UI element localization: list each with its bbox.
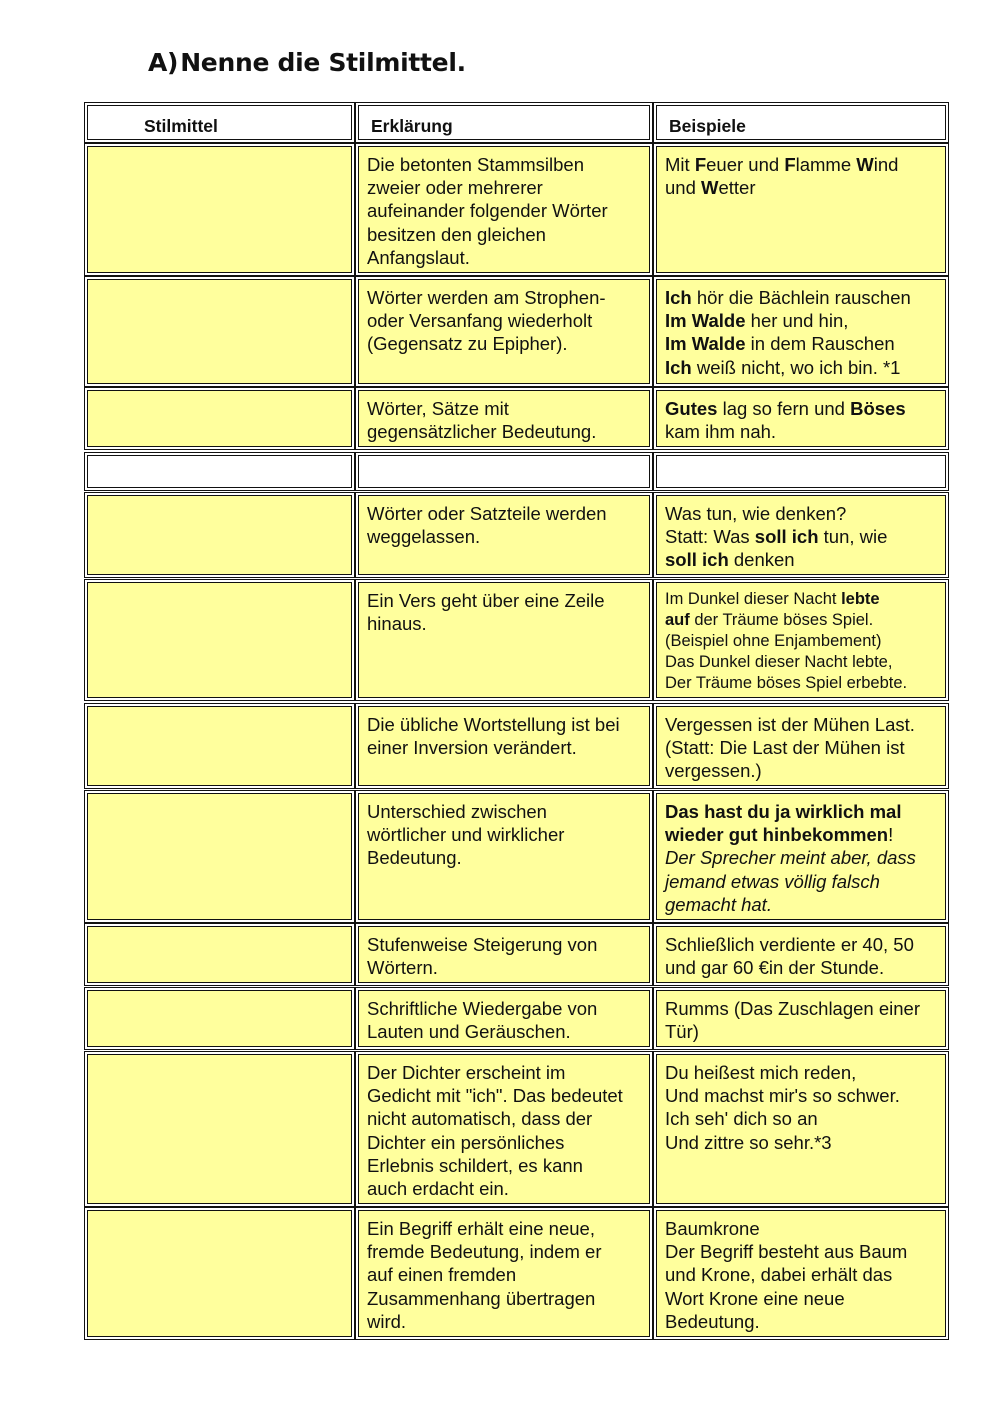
example-text: her und hin, xyxy=(745,310,849,332)
explanation-line: Schriftliche Wiedergabe von xyxy=(367,998,598,1019)
explanation-line: weggelassen. xyxy=(367,526,481,548)
example-cell xyxy=(656,926,946,983)
example-line xyxy=(665,933,938,956)
example-text: und xyxy=(665,177,702,199)
example-line xyxy=(665,652,938,673)
explanation-line: Gedicht mit "ich". Das bedeutet xyxy=(367,1085,623,1107)
example-text: der Träume böses Spiel. xyxy=(689,610,874,629)
example-line xyxy=(665,420,938,443)
explanation-line: Wörtern. xyxy=(367,957,438,979)
explanation-cell xyxy=(358,146,650,273)
example-line xyxy=(665,713,938,736)
explanation-cell xyxy=(358,279,650,384)
example-text: Wort Krone eine neue xyxy=(665,1287,845,1309)
explanation-line: fremde Bedeutung, indem er xyxy=(367,1241,602,1263)
example-line xyxy=(665,286,938,309)
explanation-cell xyxy=(358,1210,650,1337)
example-text: und gar 60 €in der Stunde. xyxy=(665,957,885,979)
example-line xyxy=(665,153,938,176)
example-cell xyxy=(656,495,946,575)
explanation-cell xyxy=(358,455,650,488)
example-line xyxy=(665,356,938,379)
example-line xyxy=(665,610,938,631)
example-line xyxy=(665,1107,938,1130)
stilmittel-answer-cell[interactable] xyxy=(87,495,352,575)
task-text: Nenne die Stilmittel. xyxy=(180,48,466,77)
stilmittel-answer-cell[interactable] xyxy=(87,455,352,488)
example-text: denken xyxy=(728,549,795,571)
explanation-line: gegensätzlicher Bedeutung. xyxy=(367,421,597,443)
example-text: Im Walde xyxy=(665,310,746,332)
example-line xyxy=(665,800,938,823)
example-text: Das Dunkel dieser Nacht lebte, xyxy=(665,652,893,671)
explanation-line: besitzen den gleichen xyxy=(367,223,546,245)
example-text: in dem Rauschen xyxy=(745,333,895,355)
example-text: lamme xyxy=(795,154,857,175)
explanation-line: Lauten und Geräuschen. xyxy=(367,1021,571,1043)
example-text: soll ich xyxy=(754,526,819,548)
example-line xyxy=(665,673,938,694)
explanation-line: Unterschied zwischen xyxy=(367,801,547,822)
example-cell xyxy=(656,793,946,920)
example-line xyxy=(665,1287,938,1310)
example-text: wieder gut hinbekommen xyxy=(665,824,889,846)
header-beispiele: Beispiele xyxy=(656,105,946,140)
explanation-line: auf einen fremden xyxy=(367,1264,517,1286)
example-line xyxy=(665,1084,938,1107)
explanation-line: oder Versanfang wiederholt xyxy=(367,310,593,332)
stilmittel-answer-cell[interactable] xyxy=(87,990,352,1047)
explanation-cell xyxy=(358,495,650,575)
explanation-line: Die übliche Wortstellung ist bei xyxy=(367,714,620,735)
explanation-line: Stufenweise Steigerung von xyxy=(367,934,598,955)
example-text: vergessen.) xyxy=(665,760,762,782)
example-line xyxy=(665,1061,938,1084)
example-text: Rumms (Das Zuschlagen einer xyxy=(665,998,920,1019)
example-text: Und zittre so sehr.*3 xyxy=(665,1131,832,1153)
example-text: Was tun, wie denken? xyxy=(665,503,847,524)
example-text: Der Sprecher meint aber, dass xyxy=(665,847,916,869)
explanation-line: Dichter ein persönliches xyxy=(367,1131,565,1153)
example-line xyxy=(665,332,938,355)
example-cell xyxy=(656,455,946,488)
example-cell xyxy=(656,1210,946,1337)
explanation-cell xyxy=(358,390,650,447)
example-text: gemacht hat. xyxy=(665,893,772,915)
explanation-cell xyxy=(358,926,650,983)
example-text: (Statt: Die Last der Mühen ist xyxy=(665,737,905,759)
example-line xyxy=(665,1263,938,1286)
example-text: Mit xyxy=(665,154,695,175)
example-cell xyxy=(656,146,946,273)
example-text: (Beispiel ohne Enjambement) xyxy=(665,631,882,650)
explanation-line: aufeinander folgender Wörter xyxy=(367,200,608,222)
stilmittel-answer-cell[interactable] xyxy=(87,793,352,920)
example-text: auf xyxy=(665,610,690,629)
explanation-line: Die betonten Stammsilben xyxy=(367,154,584,175)
example-cell xyxy=(656,390,946,447)
stilmittel-answer-cell[interactable] xyxy=(87,706,352,786)
example-line xyxy=(665,176,938,199)
example-line xyxy=(665,1217,938,1240)
explanation-line: Anfangslaut. xyxy=(367,246,470,268)
example-cell xyxy=(656,279,946,384)
example-text: soll ich xyxy=(665,549,729,571)
example-text: Du heißest mich reden, xyxy=(665,1062,857,1083)
example-text: Tür) xyxy=(665,1021,699,1043)
example-text: lebte xyxy=(841,590,880,608)
header-stilmittel: Stilmittel xyxy=(87,105,352,140)
example-text: W xyxy=(701,177,719,199)
example-line xyxy=(665,1020,938,1043)
example-text: jemand etwas völlig falsch xyxy=(665,870,880,892)
example-text: Gutes xyxy=(665,398,718,419)
example-text: etter xyxy=(718,177,756,199)
task-label: A) xyxy=(148,48,179,77)
stilmittel-answer-cell[interactable] xyxy=(87,926,352,983)
example-line xyxy=(665,759,938,782)
example-line xyxy=(665,956,938,979)
explanation-line: hinaus. xyxy=(367,613,427,635)
example-text: Der Begriff besteht aus Baum xyxy=(665,1241,908,1263)
example-line xyxy=(665,870,938,893)
example-line xyxy=(665,309,938,332)
example-line xyxy=(665,823,938,846)
example-text: Böses xyxy=(850,398,906,419)
explanation-line: Ein Begriff erhält eine neue, xyxy=(367,1218,595,1239)
example-line xyxy=(665,548,938,571)
example-line xyxy=(665,1131,938,1154)
explanation-cell xyxy=(358,793,650,920)
example-line xyxy=(665,736,938,759)
example-text: Ich xyxy=(665,287,692,308)
example-text: euer und xyxy=(706,154,785,175)
explanation-line: Ein Vers geht über eine Zeile xyxy=(367,590,605,611)
example-text: Das hast du ja wirklich mal xyxy=(665,801,902,822)
explanation-line: Wörter werden am Strophen- xyxy=(367,287,606,308)
example-text: W xyxy=(856,154,874,175)
stilmittel-answer-cell[interactable] xyxy=(87,390,352,447)
example-line xyxy=(665,846,938,869)
example-cell xyxy=(656,582,946,698)
example-line xyxy=(665,631,938,652)
stilmittel-answer-cell[interactable] xyxy=(87,1210,352,1337)
page-title xyxy=(148,48,466,77)
explanation-line: nicht automatisch, dass der xyxy=(367,1108,593,1130)
example-text: Vergessen ist der Mühen Last. xyxy=(665,714,915,735)
example-text: kam ihm nah. xyxy=(665,421,777,443)
example-text: Der Träume böses Spiel erbebte. xyxy=(665,673,908,692)
example-line xyxy=(665,589,938,610)
example-line xyxy=(665,893,938,916)
stilmittel-answer-cell[interactable] xyxy=(87,279,352,384)
explanation-cell xyxy=(358,706,650,786)
example-line xyxy=(665,525,938,548)
example-line xyxy=(665,997,938,1020)
example-cell xyxy=(656,1054,946,1204)
header-erklaerung: Erklärung xyxy=(358,105,650,140)
example-text: Bedeutung. xyxy=(665,1310,760,1332)
explanation-cell xyxy=(358,582,650,698)
example-text: Im Dunkel dieser Nacht xyxy=(665,590,842,608)
explanation-line: wörtlicher und wirklicher xyxy=(367,824,565,846)
example-text: und Krone, dabei erhält das xyxy=(665,1264,893,1286)
example-line xyxy=(665,502,938,525)
explanation-line: Bedeutung. xyxy=(367,847,462,869)
example-text: F xyxy=(784,154,796,175)
explanation-line: Der Dichter erscheint im xyxy=(367,1062,566,1083)
explanation-line: auch erdacht ein. xyxy=(367,1178,509,1200)
example-cell xyxy=(656,706,946,786)
explanation-line: Erlebnis schildert, es kann xyxy=(367,1154,583,1176)
stilmittel-answer-cell[interactable] xyxy=(87,1054,352,1204)
example-text: weiß nicht, wo ich bin. *1 xyxy=(691,356,901,378)
explanation-cell xyxy=(358,1054,650,1204)
example-text: hör die Bächlein rauschen xyxy=(691,287,911,308)
example-text: Baumkrone xyxy=(665,1218,760,1239)
example-text: Und machst mir's so schwer. xyxy=(665,1085,900,1107)
explanation-line: wird. xyxy=(367,1310,407,1332)
example-text: ind xyxy=(873,154,899,175)
example-line xyxy=(665,397,938,420)
example-line xyxy=(665,1240,938,1263)
example-text: Schließlich verdiente er 40, 50 xyxy=(665,934,914,955)
example-line xyxy=(665,1310,938,1333)
explanation-line: Wörter, Sätze mit xyxy=(367,398,509,419)
example-text: F xyxy=(694,154,707,175)
explanation-line: zweier oder mehrerer xyxy=(367,177,543,199)
explanation-line: (Gegensatz zu Epipher). xyxy=(367,333,568,355)
explanation-cell xyxy=(358,990,650,1047)
explanation-line: Zusammenhang übertragen xyxy=(367,1287,596,1309)
stilmittel-answer-cell[interactable] xyxy=(87,146,352,273)
example-text: lag so fern und xyxy=(717,398,851,419)
example-cell xyxy=(656,990,946,1047)
example-text: Ich seh' dich so an xyxy=(665,1108,818,1130)
explanation-line: Wörter oder Satzteile werden xyxy=(367,503,607,524)
stilmittel-answer-cell[interactable] xyxy=(87,582,352,698)
example-text: Ich xyxy=(665,356,692,378)
example-text: ! xyxy=(888,824,894,846)
example-text: tun, wie xyxy=(818,526,888,548)
example-text: Im Walde xyxy=(665,333,746,355)
explanation-line: einer Inversion verändert. xyxy=(367,737,577,759)
example-text: Statt: Was xyxy=(665,526,755,548)
